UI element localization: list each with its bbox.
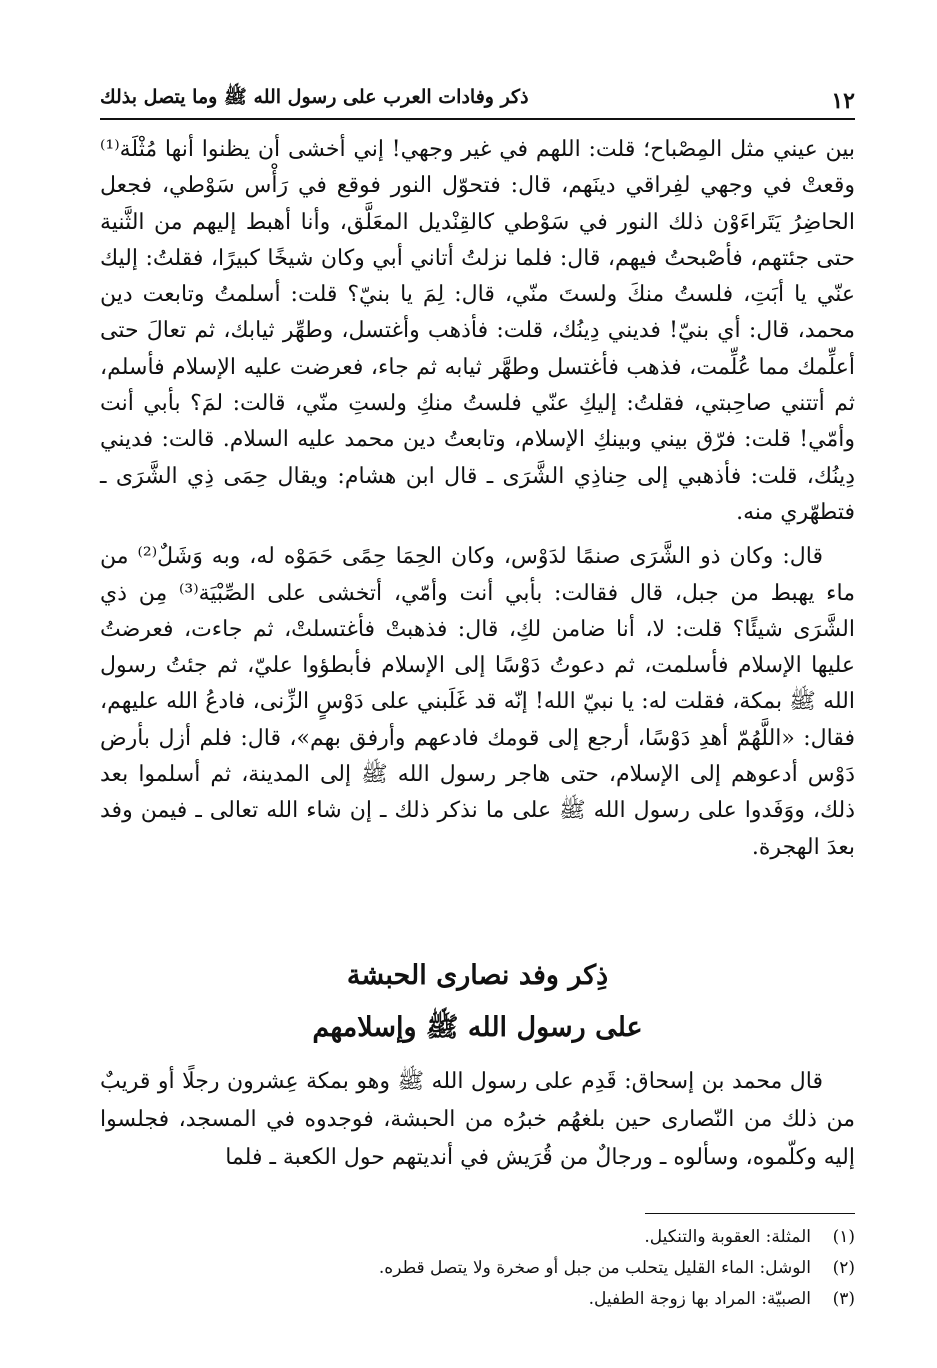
footnote-number: (١)	[832, 1227, 855, 1247]
footnotes	[100, 1222, 855, 1315]
section-heading-line: ذِكر وفد نصارى الحبشة	[346, 960, 609, 991]
footnote-text: المثلة: العقوبة والتنكيل.	[644, 1227, 811, 1247]
page-number: ١٢	[831, 88, 855, 114]
footnote-divider	[645, 1213, 855, 1214]
running-title: ذكر وفادات العرب على رسول الله ﷺ وما يتصل بذلك	[100, 86, 529, 108]
footnote	[100, 1253, 855, 1284]
paragraph: بين عيني مثل المِصْباح؛ قلت: اللهم في غير وجهي! إني أخشى أن يظنوا أنها مُثْلَة⁽¹⁾ وقعتْ في وجهي لفِراقي دينَهم، قال: فتحوّل النور فوقع في رَأْس سَوْطي، فجعل الحاضِرُ يَتَراءَوْن ذلك النور في سَوْطي كالقِنْديل المعَلَّق، وأنا أهبط إليهم من الثَّنية حتى جئتهم، فأصْبحتُ فيهم، قال: فلما نزلتُ أتاني أبي وكان شيخًا كبيرًا، فقلتُ: إليك عنّي يا أبَتِ، فلستُ منكَ ولستَ منّي، قال: لِمَ يا بنيّ؟ قلت: أسلمتُ وتابعت دين محمد، قال: أي بنيّ! فديني دِينُك، قلت: فأذهب وأغتسل، وطهِّر ثيابك، ثم تعالَ حتى أعلِّمك مما عُلِّمت، فذهب فأغتسل وطهَّر ثيابه ثم جاء، فعرضت عليه الإسلام فأسلم، ثم أتتني صاحِبتي، فقلتُ: إليكِ عنّي فلستُ منكِ ولستِ منّي، قالت: لمَ؟ بأبي أنت وأمّي! قلت: فرّق بيني وبينكِ الإسلام، وتابعتُ دين محمد عليه السلام. قالت: فديني دِينُك، قلت: فأذهبي إلى حِناذِي الشَّرَى ـ قال ابن هشام: ويقال حِمَى ذِي الشَّرَى ـ فتطهّري منه.	[100, 137, 855, 525]
section-heading	[100, 950, 855, 1054]
page-header	[100, 80, 855, 120]
footnote-number: (٢)	[832, 1258, 855, 1278]
footnote-text: الصبيّة: المراد بها زوجة الطفيل.	[588, 1289, 811, 1309]
main-text	[100, 132, 855, 866]
footnote	[100, 1284, 855, 1315]
section-heading-line: على رسول الله ﷺ وإسلامهم	[312, 1012, 643, 1043]
section-text	[100, 1063, 855, 1177]
paragraph: قال محمد بن إسحاق: قَدِم على رسول الله ﷺ وهو بمكة عِشرون رجلًا أو قريبٌ من ذلك من النّصارى حين بلغهُم خبرُه من الحبشة، فوجدوه في المسجد، فجلسوا إليه وكلّموه، وسألوه ـ ورجالٌ من قُرَيش في أنديتهم حول الكعبة ـ فلما	[100, 1069, 855, 1170]
footnote	[100, 1222, 855, 1253]
footnote-number: (٣)	[832, 1289, 855, 1309]
footnote-text: الوشل: الماء القليل يتحلب من جبل أو صخرة ولا يتصل قطره.	[378, 1258, 811, 1278]
paragraph: قال: وكان ذو الشَّرَى صنمًا لدَوْس، وكان الحِمَا حِمًى حَمَوْه له، وبه وَشَلٌ⁽²⁾ من ماء يهبط من جبل، قال فقالت: بأبي أنت وأمّي، أتخشى على الصِّبْيَة⁽³⁾ مِن ذي الشَّرَى شيئًا؟ قلت: لا، أنا ضامن لكِ، قال: فذهبتْ فأغتسلتْ، ثم جاءت، فعرضتُ عليها الإسلام فأسلمت، ثم دعوتُ دَوْسًا إلى الإسلام فأبطؤوا عليّ، ثم جئتُ رسول الله ﷺ بمكة، فقلت له: يا نبيّ الله! إنّه قد غَلَبني على دَوْسٍ الزِّنى، فادعُ الله عليهم، فقال: «اللَّهُمّ أهدِ دَوْسًا، أرجع إلى قومك فادعهم وأرفق بهم»، قال: فلم أزل بأرض دَوْس أدعوهم إلى الإسلام، حتى هاجر رسول الله ﷺ إلى المدينة، ثم أسلموا بعد ذلك، ووَفَدوا على رسول الله ﷺ على ما نذكر ذلك ـ إن شاء الله تعالى ـ فيمن وفد بعدَ الهجرة.	[100, 544, 855, 860]
